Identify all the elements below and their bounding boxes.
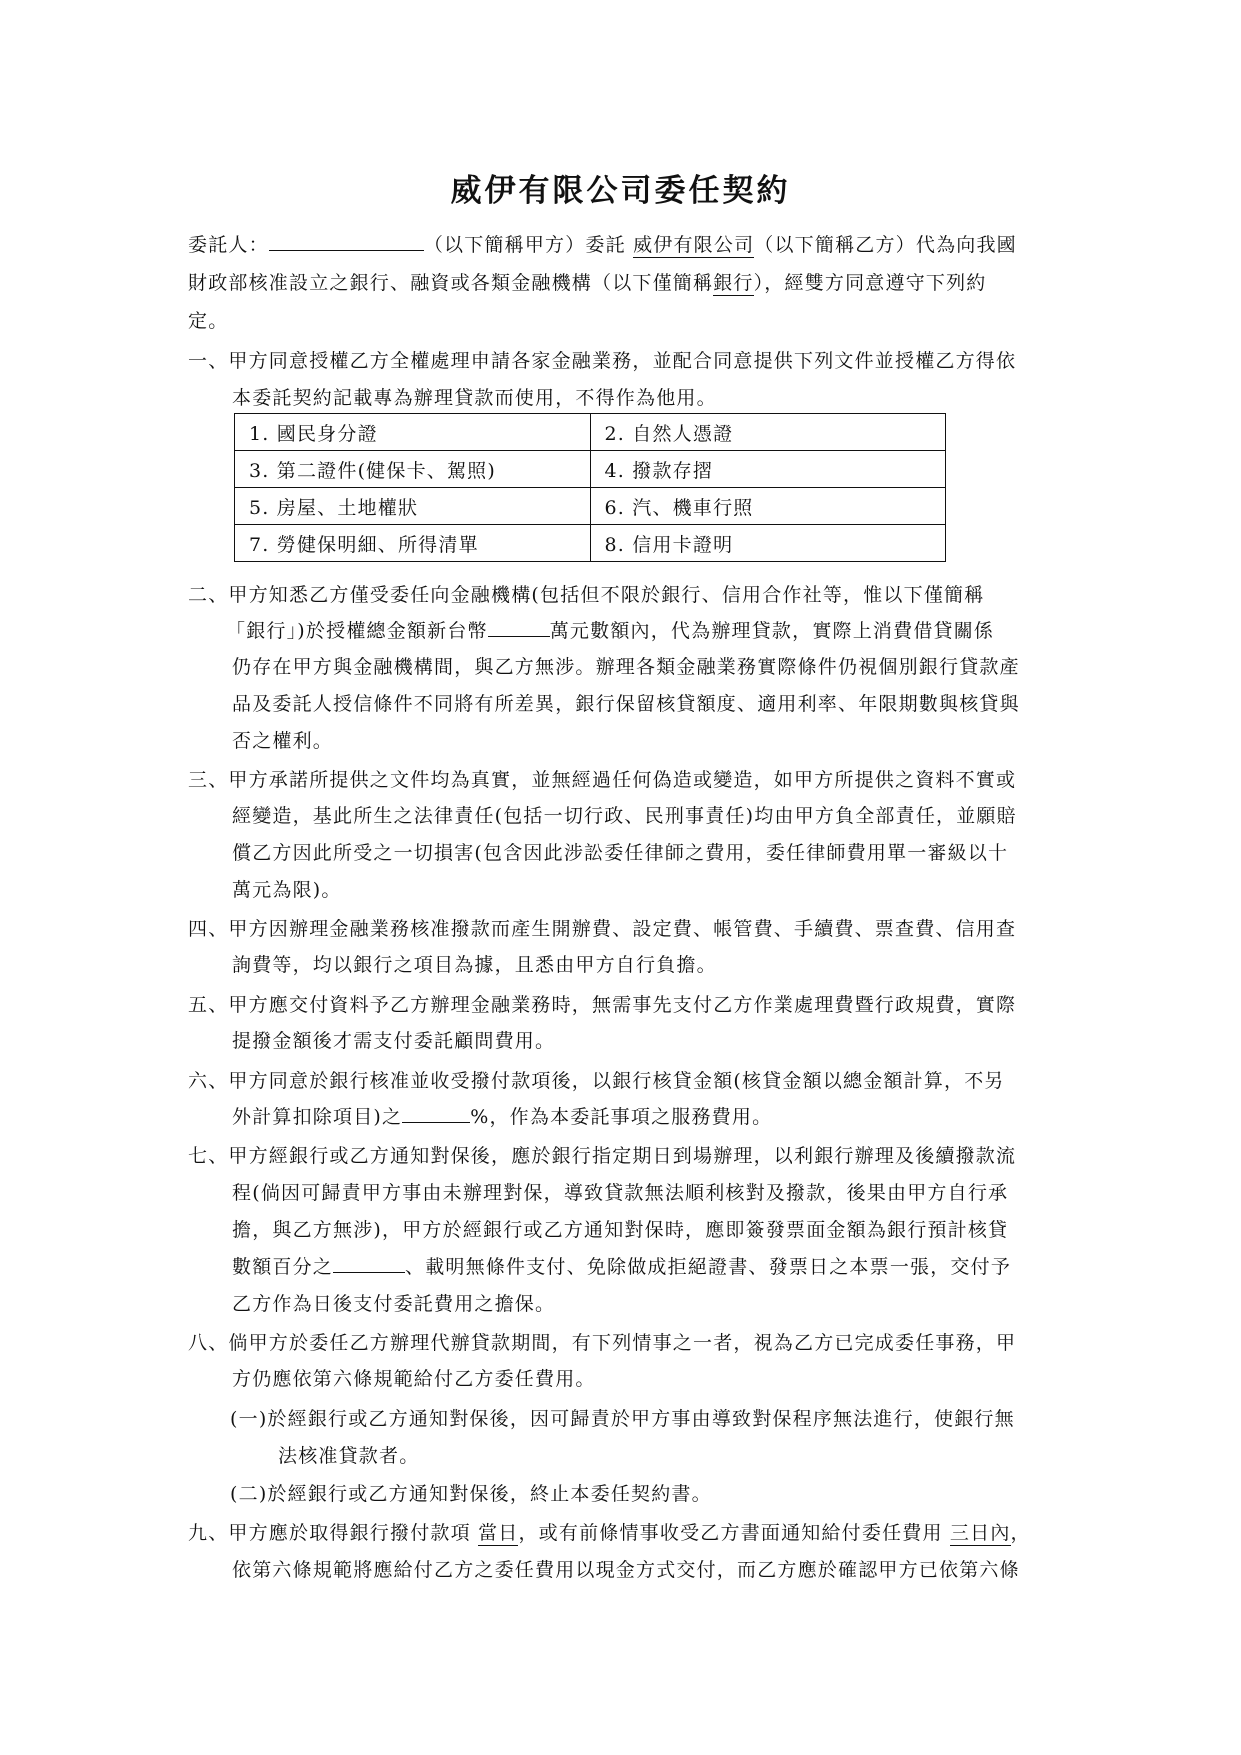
preamble-line-2: 財政部核准設立之銀行、融資或各類金融機構（以下僅簡稱銀行），經雙方同意遵守下列約 (188, 272, 987, 294)
clause-3-line-1: 三、甲方承諾所提供之文件均為真實，並無經過任何偽造或變造，如甲方所提供之資料不實或 (188, 769, 1017, 791)
document-item: 3. 第二證件(健保卡、駕照) (235, 451, 591, 488)
clause-1-line-2: 本委託契約記載專為辦理貸款而使用，不得作為他用。 (232, 387, 717, 409)
table-row (235, 451, 946, 488)
clause-2-line-4: 品及委託人授信條件不同將有所差異，銀行保留核貸額度、適用利率、年限期數與核貸與 (232, 693, 1020, 715)
clause-8-line-1: 八、倘甲方於委任乙方辦理代辦貸款期間，有下列情事之一者，視為乙方已完成委任事務，甲 (188, 1332, 1017, 1354)
document-item: 4. 撥款存摺 (590, 451, 946, 488)
document-item: 7. 勞健保明細、所得清單 (235, 525, 591, 562)
clause-7-line-5: 乙方作為日後支付委託費用之擔保。 (232, 1293, 556, 1315)
clause-7-line-3: 擔，與乙方無涉)，甲方於經銀行或乙方通知對保時，應即簽發票面金額為銀行預計核貸 (232, 1219, 1009, 1241)
clause-5-line-1: 五、甲方應交付資料予乙方辦理金融業務時，無需事先支付乙方作業處理費暨行政規費，實際 (188, 994, 1017, 1016)
document-item: 2. 自然人憑證 (590, 414, 946, 451)
clause-1-line-1: 一、甲方同意授權乙方全權處理申請各家金融業務，並配合同意提供下列文件並授權乙方得依 (188, 350, 1017, 372)
document-item: 1. 國民身分證 (235, 414, 591, 451)
clause-8-line-2: 方仍應依第六條規範給付乙方委任費用。 (232, 1368, 596, 1390)
clause-8-sub-1-line-1: (一)於經銀行或乙方通知對保後，因可歸責於甲方事由導致對保程序無法進行，使銀行無 (230, 1408, 1015, 1430)
required-documents-table (234, 413, 946, 562)
clause-7-line-4: 數額百分之 、載明無條件支付、免除做成拒絕證書、發票日之本票一張，交付予 (232, 1256, 1012, 1278)
service-fee-percent-blank[interactable] (402, 1121, 470, 1123)
clause-6-line-2: 外計算扣除項目)之 %，作為本委託事項之服務費用。 (232, 1106, 773, 1128)
clause-2-line-3: 仍存在甲方與金融機構間，與乙方無涉。辦理各類金融業務實際條件仍視個別銀行貸款產 (232, 656, 1020, 678)
payment-day-term: 當日 (478, 1522, 519, 1544)
page-title: 威伊有限公司委任契約 (450, 173, 791, 209)
clause-8-sub-1-line-2: 法核准貸款者。 (278, 1445, 420, 1467)
company-name: 威伊有限公司 (633, 234, 755, 256)
clause-6-line-1: 六、甲方同意於銀行核准並收受撥付款項後，以銀行核貸金額(核貸金額以總金額計算，不另 (188, 1070, 1005, 1092)
clause-4-line-2: 詢費等，均以銀行之項目為據，且悉由甲方自行負擔。 (232, 954, 717, 976)
client-name-blank[interactable] (269, 249, 424, 251)
clause-4-line-1: 四、甲方因辦理金融業務核准撥款而產生開辦費、設定費、帳管費、手續費、票查費、信用查 (188, 918, 1017, 940)
clause-7-line-2: 程(倘因可歸責甲方事由未辦理對保，導致貸款無法順利核對及撥款，後果由甲方自行承 (232, 1182, 1009, 1204)
clause-3-line-4: 萬元為限)。 (232, 879, 342, 901)
payment-deadline-term: 三日內 (949, 1522, 1011, 1544)
clause-2-line-5: 否之權利。 (232, 730, 334, 752)
promissory-note-percent-blank[interactable] (333, 1271, 405, 1273)
clause-8-sub-2: (二)於經銀行或乙方通知對保後，終止本委任契約書。 (230, 1483, 712, 1505)
table-row (235, 488, 946, 525)
bank-term: 銀行 (713, 272, 754, 294)
clause-7-line-1: 七、甲方經銀行或乙方通知對保後，應於銀行指定期日到場辦理，以利銀行辦理及後續撥款流 (188, 1145, 1017, 1167)
clause-9-line-2: 依第六條規範將應給付乙方之委任費用以現金方式交付，而乙方應於確認甲方已依第六條 (232, 1559, 1020, 1581)
table-row (235, 414, 946, 451)
clause-3-line-3: 償乙方因此所受之一切損害(包含因此涉訟委任律師之費用，委任律師費用單一審級以十 (232, 842, 1009, 864)
clause-2-line-2: 「銀行」)於授權總金額新台幣 萬元數額內，代為辦理貸款，實際上消費借貸關係 (226, 620, 995, 642)
table-row (235, 525, 946, 562)
document-item: 8. 信用卡證明 (590, 525, 946, 562)
clause-3-line-2: 經變造，基此所生之法律責任(包括一切行政、民刑事責任)均由甲方負全部責任，並願賠 (232, 805, 1017, 827)
clause-2-line-1: 二、甲方知悉乙方僅受委任向金融機構(包括但不限於銀行、信用合作社等，惟以下僅簡稱 (188, 584, 985, 606)
clause-5-line-2: 提撥金額後才需支付委託顧問費用。 (232, 1030, 556, 1052)
loan-amount-blank[interactable] (488, 635, 550, 637)
preamble-line-3: 定。 (188, 310, 229, 332)
preamble-line-1: 委託人： （以下簡稱甲方）委託 威伊有限公司（以下簡稱乙方）代為向我國 (188, 234, 1017, 256)
clause-9-line-1: 九、甲方應於取得銀行撥付款項 當日，或有前條情事收受乙方書面通知給付委任費用 三日內， (188, 1522, 1031, 1544)
document-item: 6. 汽、機車行照 (590, 488, 946, 525)
document-item: 5. 房屋、土地權狀 (235, 488, 591, 525)
